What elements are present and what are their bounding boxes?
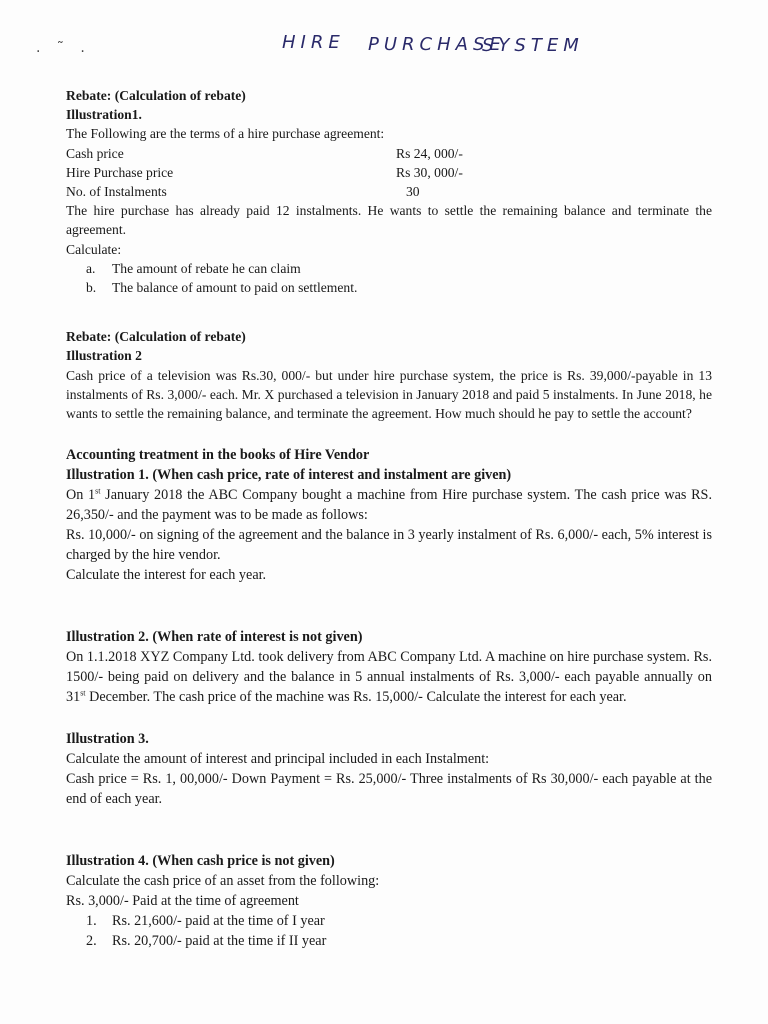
term-label: No. of Instalments: [66, 184, 167, 200]
scan-specks: . ˜ .: [36, 40, 91, 56]
list-marker: 2.: [86, 933, 97, 950]
list-text: Rs. 21,600/- paid at the time of I year: [112, 913, 325, 930]
paragraph: The hire purchase has already paid 12 instalments. He wants to settle the remaining balance and terminate the agreement.: [66, 203, 712, 238]
section-rebate-illustration-2: [66, 327, 712, 423]
list-marker: b.: [86, 280, 97, 296]
paragraph: Calculate the amount of interest and principal included in each Instalment:: [66, 751, 490, 768]
handwritten-word-purchase: PURCHASE: [368, 34, 506, 55]
paragraph: Calculate the cash price of an asset from the following:: [66, 873, 380, 890]
paragraph: Rs. 10,000/- on signing of the agreement and the balance in 3 yearly instalment of Rs. 6,000/- each, 5% interest is charged by the hire vendor.: [66, 527, 712, 564]
section-rebate-illustration-1: [66, 86, 712, 297]
list-text: The amount of rebate he can claim: [112, 260, 301, 276]
section-illustration-2-no-interest: [66, 627, 712, 707]
document-body: [66, 86, 712, 951]
term-value: Rs 30, 000/-: [396, 164, 463, 180]
section-illustration-4: [66, 851, 712, 951]
illustration-title: Illustration 2: [66, 348, 142, 364]
paragraph: On 1st January 2018 the ABC Company bought a machine from Hire purchase system. The cash price was RS. 26,350/- and the payment was to be made as follows:: [66, 486, 712, 524]
handwritten-word-hire: HIRE: [282, 32, 345, 53]
list-item: [66, 259, 712, 278]
term-value: Rs 24, 000/-: [396, 145, 463, 161]
payment-list: [66, 911, 712, 951]
paragraph: Calculate the interest for each year.: [66, 567, 267, 584]
handwritten-word-system: SYSTEM: [482, 35, 584, 56]
list-item: [66, 931, 712, 951]
paragraph: Cash price = Rs. 1, 00,000/- Down Payment = Rs. 25,000/- Three instalments of Rs 30,000/- each payable at the end of each year.: [66, 771, 712, 808]
illustration-title: Illustration 2. (When rate of interest is not given): [66, 629, 363, 646]
section-heading: Accounting treatment in the books of Hire Vendor: [66, 447, 370, 464]
illustration-title: Illustration 4. (When cash price is not given): [66, 853, 335, 870]
intro-text: The Following are the terms of a hire purchase agreement:: [66, 126, 385, 142]
paragraph: Rs. 3,000/- Paid at the time of agreement: [66, 893, 299, 910]
illustration-title: Illustration 3.: [66, 731, 149, 748]
section-hire-vendor-illustration-1: [66, 445, 712, 585]
paragraph: Cash price of a television was Rs.30, 000/- but under hire purchase system, the price is Rs. 39,000/-payable in 13 instalments of Rs. 3,000/- each. Mr. X purchased a television in January 2018 and paid 5 instalments. In June 2018, he wants to settle the remaining balance, and terminate the agreement. How much should he pay to settle the account?: [66, 367, 712, 422]
section-heading: Rebate: (Calculation of rebate): [66, 329, 246, 345]
list-marker: 1.: [86, 913, 97, 930]
term-row: [66, 163, 712, 182]
section-illustration-3: [66, 729, 712, 809]
term-value: 30: [406, 184, 420, 200]
list-marker: a.: [86, 260, 96, 276]
handwritten-title: [0, 32, 768, 64]
section-heading: Rebate: (Calculation of rebate): [66, 88, 246, 103]
question-list: [66, 259, 712, 297]
list-item: [66, 278, 712, 297]
list-text: The balance of amount to paid on settlement.: [112, 280, 358, 296]
illustration-title: Illustration 1. (When cash price, rate of interest and instalment are given): [66, 467, 512, 484]
list-item: [66, 911, 712, 931]
term-label: Hire Purchase price: [66, 164, 174, 180]
list-text: Rs. 20,700/- paid at the time if II year: [112, 933, 327, 950]
term-row: [66, 144, 712, 163]
term-row: [66, 182, 712, 201]
illustration-title: Illustration1.: [66, 107, 142, 123]
paragraph: On 1.1.2018 XYZ Company Ltd. took delivery from ABC Company Ltd. A machine on hire purchase system. Rs. 1500/- being paid on delivery and the balance in 5 annual instalments of Rs. 3,000/- each payable annually on 31st December. The cash price of the machine was Rs. 15,000/- Calculate the interest for each year.: [66, 649, 712, 706]
calculate-label: Calculate:: [66, 241, 122, 257]
term-label: Cash price: [66, 145, 124, 161]
